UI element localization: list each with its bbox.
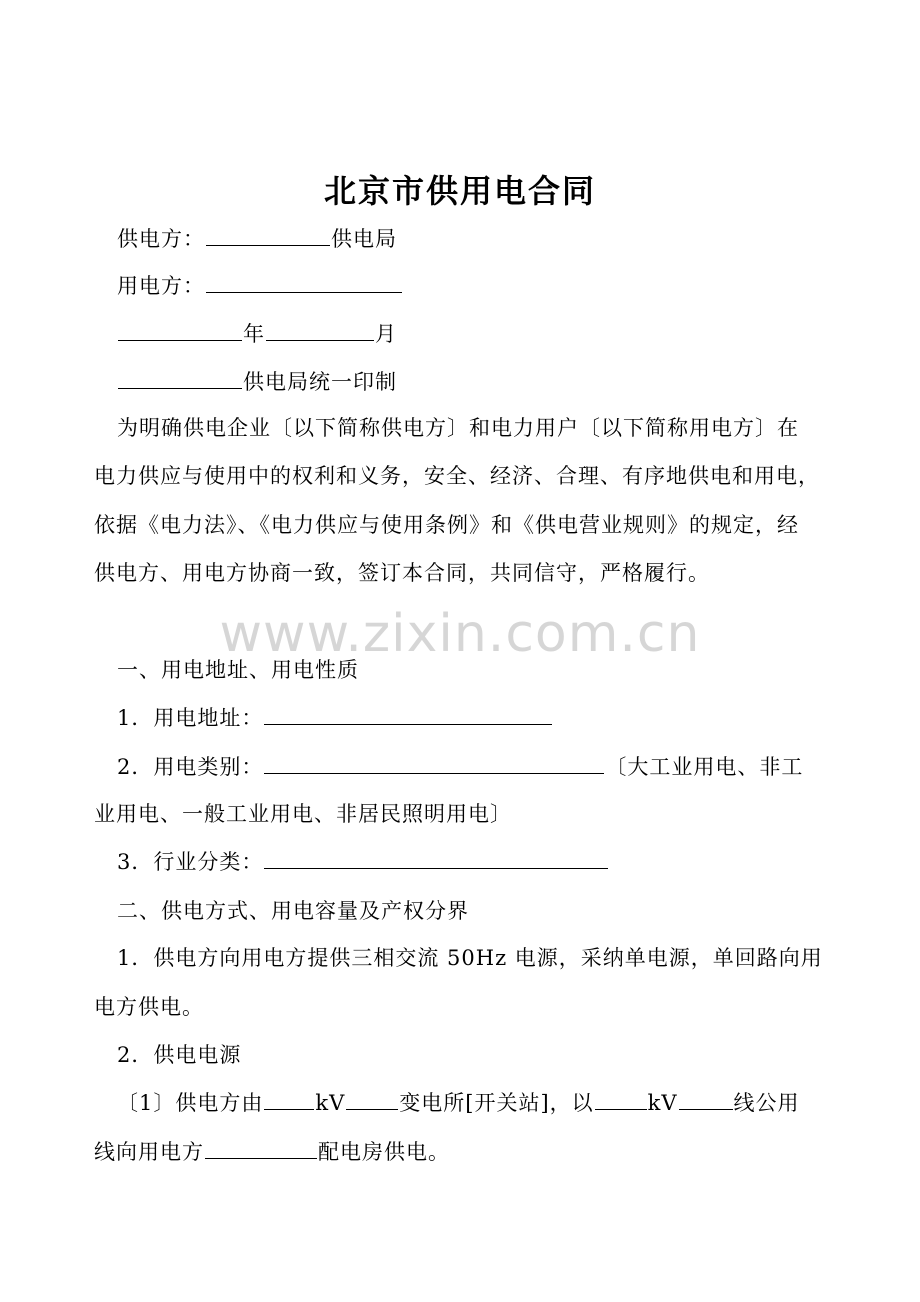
supply-source-line-2 — [94, 1140, 834, 1164]
month-blank — [266, 322, 374, 341]
year-label: 年 — [243, 322, 265, 346]
preamble-line-1: 为明确供电企业〔以下简称供电方〕和电力用户〔以下简称用电方〕在 — [117, 416, 799, 440]
supplier-line — [117, 227, 857, 251]
kv-blank-1 — [264, 1091, 314, 1110]
address-label: 1．用电地址： — [117, 706, 264, 730]
category-suffix: 〔大工业用电、非工 — [605, 755, 804, 779]
industry-line — [117, 850, 857, 874]
supplier-blank — [206, 227, 330, 246]
substation-blank — [346, 1091, 398, 1110]
source-text-b: 变电所[开关站]，以 — [399, 1091, 594, 1115]
preamble-line-3: 依据《电力法》、《电力供应与使用条例》和《供电营业规则》的规定，经 — [94, 513, 799, 537]
printer-blank — [118, 370, 242, 389]
supply-source-heading: 2．供电电源 — [117, 1043, 242, 1067]
month-label: 月 — [375, 322, 397, 346]
user-line — [117, 274, 857, 298]
category-label: 2．用电类别： — [117, 755, 264, 779]
document-title: 北京市供用电合同 — [323, 172, 596, 210]
industry-blank — [264, 850, 608, 869]
preamble-line-2: 电力供应与使用中的权利和义务，安全、经济、合理、有序地供电和用电， — [94, 464, 820, 488]
year-blank — [118, 322, 242, 341]
source-text-c: 线公用 — [733, 1091, 800, 1115]
printed-by-line — [117, 370, 857, 394]
source-text-a: 〔1〕供电方由 — [117, 1091, 264, 1115]
supply-source-line-1 — [117, 1091, 857, 1115]
category-blank — [264, 755, 604, 774]
kv-blank-2 — [595, 1091, 647, 1110]
kv-unit-2: kV — [647, 1091, 678, 1115]
industry-label: 3．行业分类： — [117, 850, 264, 874]
distribution-room-blank — [205, 1140, 317, 1159]
section2-heading: 二、供电方式、用电容量及产权分界 — [117, 899, 469, 923]
address-line — [117, 706, 857, 730]
supplier-label: 供电方： — [117, 227, 205, 251]
category-line — [117, 755, 857, 779]
date-line — [117, 322, 857, 346]
user-label: 用电方： — [117, 274, 205, 298]
user-blank — [206, 274, 402, 293]
printed-by: 供电局统一印制 — [243, 370, 397, 394]
supply-method-line-2: 电方供电。 — [94, 995, 204, 1019]
watermark: www.zixin.com.cn — [219, 604, 701, 664]
category-line-cont: 业用电、一般工业用电、非居民照明用电〕 — [94, 802, 512, 826]
address-blank — [264, 706, 552, 725]
source-text-e: 配电房供电。 — [318, 1140, 450, 1164]
section1-heading: 一、用电地址、用电性质 — [117, 658, 359, 682]
supplier-suffix: 供电局 — [331, 227, 397, 251]
kv-unit-1: kV — [315, 1091, 346, 1115]
line-name-blank — [679, 1091, 733, 1110]
supply-method-line-1: 1．供电方向用电方提供三相交流 50Hz 电源，采纳单电源，单回路向用 — [117, 946, 823, 970]
source-text-d: 线向用电方 — [94, 1140, 204, 1164]
preamble-line-4: 供电方、用电方协商一致，签订本合同，共同信守，严格履行。 — [94, 561, 710, 585]
